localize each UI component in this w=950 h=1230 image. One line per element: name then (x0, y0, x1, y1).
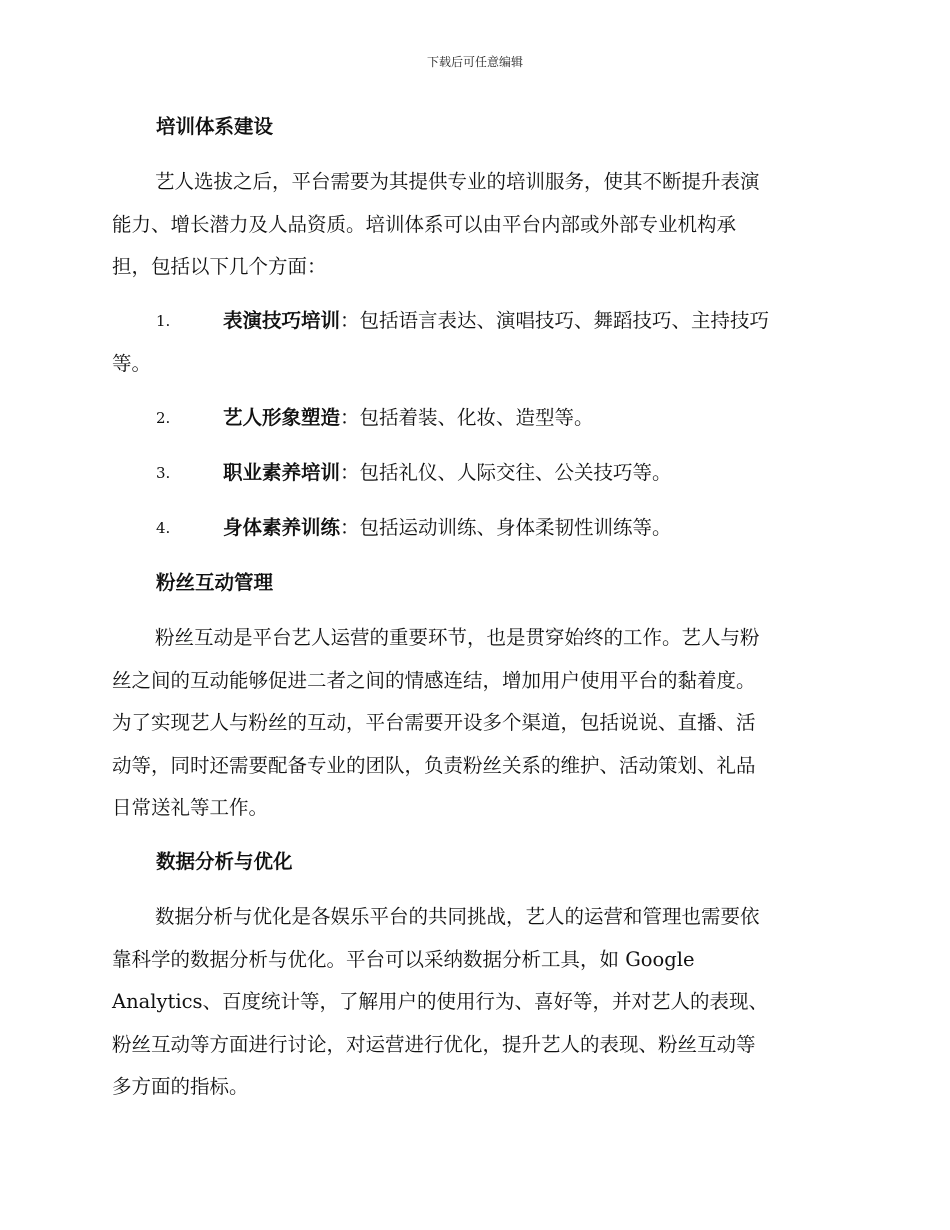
list-item-continuation: 等。 (112, 351, 152, 375)
list-term: 身体素养训练 (223, 516, 341, 539)
list-desc: ：包括礼仪、人际交往、公关技巧等。 (340, 461, 672, 484)
list-item-4 (112, 507, 834, 550)
text-line: 丝之间的互动能够促进二者之间的情感连结，增加用户使用平台的黏着度。 (112, 668, 756, 692)
section-heading-training: 培训体系建设 (156, 115, 274, 138)
list-desc: ：包括着装、化妆、造型等。 (340, 406, 594, 429)
list-item-2 (112, 397, 834, 440)
text-line: 能力、增长潜力及人品资质。培训体系可以由平台内部或外部专业机构承 (112, 212, 737, 236)
list-item-text (112, 507, 834, 550)
text-line: 艺人选拔之后，平台需要为其提供专业的培训服务，使其不断提升表演 (155, 170, 760, 193)
text-line: 为了实现艺人与粉丝的互动，平台需要开设多个渠道，包括说说、直播、活 (112, 711, 756, 734)
list-number: 4. (156, 519, 171, 537)
list-term: 职业素养培训 (223, 461, 341, 484)
list-item-text (112, 397, 834, 440)
list-number: 1. (156, 312, 171, 330)
paragraph-training-intro (112, 161, 834, 289)
list-item-3 (112, 452, 834, 495)
list-term: 艺人形象塑造 (223, 406, 341, 429)
paragraph-fan-interaction (112, 617, 834, 830)
list-number: 3. (156, 464, 171, 482)
list-item-text (112, 452, 834, 495)
list-item-text (112, 300, 834, 343)
list-term: 表演技巧培训 (223, 309, 341, 332)
list-item-1 (112, 300, 834, 385)
text-line: 粉丝互动是平台艺人运营的重要环节，也是贯穿始终的工作。艺人与粉 (155, 626, 760, 649)
page-header: 下载后可任意编辑 (426, 55, 523, 69)
text-line: 粉丝互动等方面进行讨论，对运营进行优化，提升艺人的表现、粉丝互动等 (112, 1032, 756, 1056)
text-line: 担，包括以下几个方面： (112, 255, 327, 278)
text-line: 靠科学的数据分析与优化。平台可以采纳数据分析工具，如 Google (112, 947, 695, 971)
section-heading-data-analysis: 数据分析与优化 (156, 850, 293, 873)
text-line: 多方面的指标。 (112, 1075, 249, 1098)
list-desc: ：包括运动训练、身体柔韧性训练等。 (340, 516, 672, 539)
paragraph-data-analysis (112, 896, 834, 1109)
text-line: 数据分析与优化是各娱乐平台的共同挑战，艺人的运营和管理也需要依 (155, 905, 760, 928)
section-heading-fan-interaction: 粉丝互动管理 (156, 571, 274, 594)
text-line: Analytics、百度统计等，了解用户的使用行为、喜好等，并对艺人的表现、 (112, 990, 769, 1013)
text-line: 动等，同时还需要配备专业的团队，负责粉丝关系的维护、活动策划、礼品 (112, 753, 756, 777)
list-desc: ：包括语言表达、演唱技巧、舞蹈技巧、主持技巧 (340, 309, 770, 332)
list-number: 2. (156, 409, 171, 427)
text-line: 日常送礼等工作。 (112, 796, 269, 819)
